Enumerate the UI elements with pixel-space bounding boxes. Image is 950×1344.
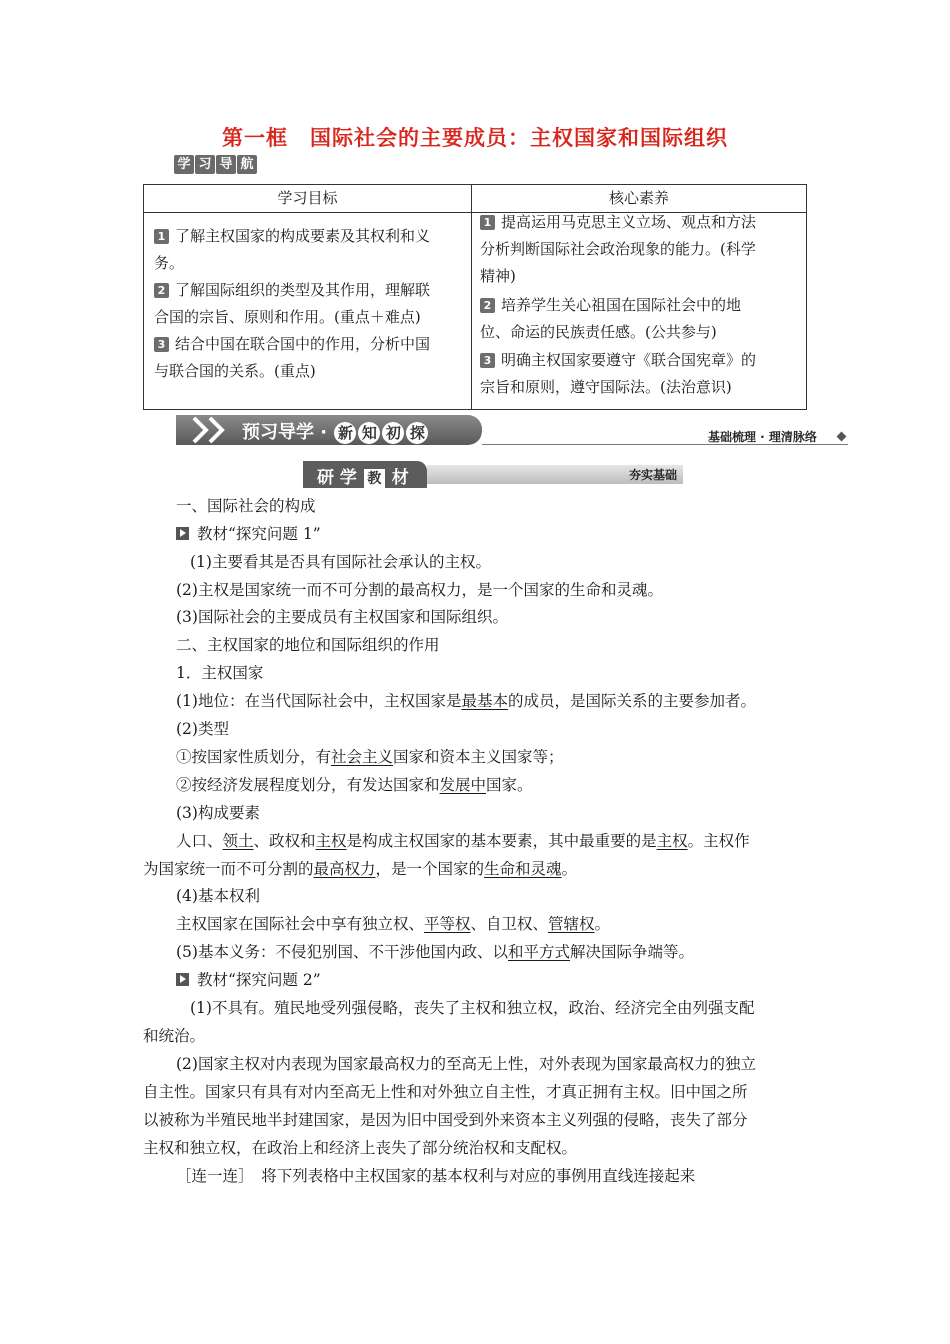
label-char: 材 [391, 468, 409, 488]
text: 解决国际争端等。 [569, 943, 694, 961]
goal-line: 了解国际组织的类型及其作用，理解联 [175, 281, 431, 299]
literacy-line: 位、命运的民族责任感。(公共参与) [480, 323, 717, 341]
goal-line: 务。 [154, 254, 185, 272]
answer-line: (1)不具有。殖民地受列强侵略，丧失了主权和独立权，政治、经济完全由列强支配 [190, 999, 755, 1017]
banner-subtitle: 基础梳理 · 理清脉络 [708, 430, 817, 444]
label-char: 研 [317, 468, 334, 488]
preview-banner [176, 415, 482, 445]
left-goal-2 [154, 277, 468, 331]
elements-line-2 [143, 859, 577, 879]
text: 国家和资本主义国家等； [393, 748, 564, 766]
circle-char: 知 [358, 422, 380, 444]
page-title [0, 122, 950, 152]
banner-main-text: 预习导学 [242, 422, 314, 443]
question-label: 教材“探究问题 1” [197, 525, 321, 543]
text: ①按国家性质划分，有 [176, 748, 332, 766]
number-1-icon: 1 [480, 215, 495, 230]
circle-char: 初 [382, 422, 404, 444]
underlined-answer: 平等权 [424, 915, 471, 933]
text: 主权国家在国际社会中享有独立权、 [176, 915, 425, 933]
text: 、政权和 [253, 832, 316, 850]
badge-char: 航 [237, 155, 257, 174]
goal-line: 了解主权国家的构成要素及其权利和义 [175, 227, 431, 245]
section-heading-1: 一、国际社会的构成 [176, 497, 316, 515]
question-label: 教材“探究问题 2” [197, 971, 321, 989]
goals-table [143, 184, 807, 410]
left-goal-1 [154, 223, 468, 277]
text: 是构成主权国家的基本要素，其中最重要的是 [346, 832, 657, 850]
text: ②按经济发展程度划分，有发达国家和 [176, 776, 440, 794]
matching-exercise-prompt: ［连一连］ 将下列表格中主权国家的基本权利与对应的事例用直线连接起来 [176, 1167, 696, 1185]
header-learning-goals: 学习目标 [277, 189, 338, 207]
right-literacy-3 [480, 347, 806, 401]
title-part1: 第一框 [222, 126, 288, 150]
underlined-answer: 发展中 [439, 776, 487, 794]
label-char: 学 [339, 468, 357, 488]
answer-line: 主权和独立权，在政治上和经济上丧失了部分统治权和支配权。 [143, 1139, 578, 1157]
underlined-answer: 管辖权 [548, 915, 595, 933]
number-3-icon: 3 [154, 337, 169, 352]
circle-char: 新 [334, 422, 356, 444]
rights-heading: (4)基本权利 [176, 887, 260, 905]
underlined-answer: 领土 [222, 832, 254, 850]
literacy-line: 分析判断国际社会政治现象的能力。(科学 [480, 240, 756, 258]
elements-line-1 [176, 831, 750, 851]
diamond-icon [837, 432, 847, 442]
text: 。 [561, 860, 578, 878]
underlined-answer: 社会主义 [331, 748, 394, 766]
text: 、自卫权、 [470, 915, 549, 933]
textbook-study-bar [427, 465, 683, 484]
goal-line: 与联合国的关系。(重点) [154, 362, 316, 380]
goal-line: 合国的宗旨、原则和作用。(重点＋难点) [154, 308, 421, 326]
play-marker-icon [176, 973, 189, 986]
header-core-literacy: 核心素养 [608, 189, 669, 207]
rights-line [176, 914, 610, 934]
answer-line: (1)主要看其是否具有国际社会承认的主权。 [190, 553, 491, 571]
elements-heading: (3)构成要素 [176, 804, 260, 822]
textbook-question-2 [176, 970, 321, 990]
obligations-line [176, 942, 694, 962]
answer-line: (2)国家主权对内表现为国家最高权力的至高无上性，对外表现为国家最高权力的独立 [176, 1055, 756, 1073]
text: 人口、 [176, 832, 223, 850]
text: 。主权作 [687, 832, 750, 850]
underlined-answer: 生命和灵魂 [484, 860, 562, 878]
banner-dot: · [320, 422, 328, 443]
literacy-line: 明确主权国家要遵守《联合国宪章》的 [501, 351, 757, 369]
text: 。 [594, 915, 611, 933]
badge-char: 习 [195, 155, 215, 174]
literacy-line: 培养学生关心祖国在国际社会中的地 [501, 296, 742, 314]
answer-line: 和统治。 [143, 1027, 206, 1045]
textbook-question-1 [176, 524, 321, 544]
text: 国家。 [486, 776, 533, 794]
literacy-line: 宗旨和原则，遵守国际法。(法治意识) [480, 378, 732, 396]
literacy-line: 提高运用马克思主义立场、观点和方法 [501, 213, 757, 231]
number-1-icon: 1 [154, 229, 169, 244]
text: 的成员，是国际关系的主要参加者。 [507, 692, 756, 710]
number-2-icon: 2 [154, 283, 169, 298]
badge-char: 导 [216, 155, 236, 174]
play-marker-icon [176, 527, 189, 540]
type-heading: (2)类型 [176, 720, 229, 738]
double-chevron-icon [190, 415, 236, 445]
goals-table-divider [471, 185, 472, 409]
answer-line: 自主性。国家只有具有对内至高无上性和对外独立自主性，才真正拥有主权。旧中国之所 [143, 1083, 748, 1101]
underlined-answer: 主权 [656, 832, 688, 850]
text: (1)地位：在当代国际社会中，主权国家是 [176, 692, 462, 710]
section-heading-2: 二、主权国家的地位和国际组织的作用 [176, 636, 440, 654]
text: (5)基本义务：不侵犯别国、不干涉他国内政、以 [176, 943, 508, 961]
underlined-answer: 主权 [315, 832, 347, 850]
textbook-study-label [303, 461, 427, 488]
circle-char: 探 [406, 422, 428, 444]
answer-line: (2)主权是国家统一而不可分割的最高权力，是一个国家的生命和灵魂。 [176, 581, 663, 599]
banner-text [242, 418, 429, 444]
subsection-heading: 1．主权国家 [176, 664, 264, 682]
type-line-2 [176, 775, 533, 795]
underlined-answer: 最基本 [461, 692, 508, 710]
number-2-icon: 2 [480, 298, 495, 313]
boxed-char: 教 [364, 469, 385, 490]
number-3-icon: 3 [480, 353, 495, 368]
left-goal-3 [154, 331, 468, 385]
text: 为国家统一而不可分割的 [143, 860, 314, 878]
bar-subtitle: 夯实基础 [628, 468, 677, 482]
title-part2: 国际社会的主要成员：主权国家和国际组织 [310, 126, 728, 150]
answer-line: (3)国际社会的主要成员有主权国家和国际组织。 [176, 608, 508, 626]
underlined-answer: 最高权力 [313, 860, 376, 878]
answer-line: 以被称为半殖民地半封建国家，是因为旧中国受到外来资本主义列强的侵略，丧失了部分 [143, 1111, 748, 1129]
study-guide-badge [174, 155, 257, 174]
underlined-answer: 和平方式 [507, 943, 570, 961]
goal-line: 结合中国在联合国中的作用，分析中国 [175, 335, 431, 353]
right-literacy-1 [480, 209, 806, 290]
literacy-line: 精神) [480, 267, 516, 285]
badge-char: 学 [174, 155, 194, 174]
type-line-1 [176, 747, 564, 767]
text: ，是一个国家的 [375, 860, 485, 878]
right-literacy-2 [480, 292, 806, 346]
status-line [176, 691, 756, 711]
